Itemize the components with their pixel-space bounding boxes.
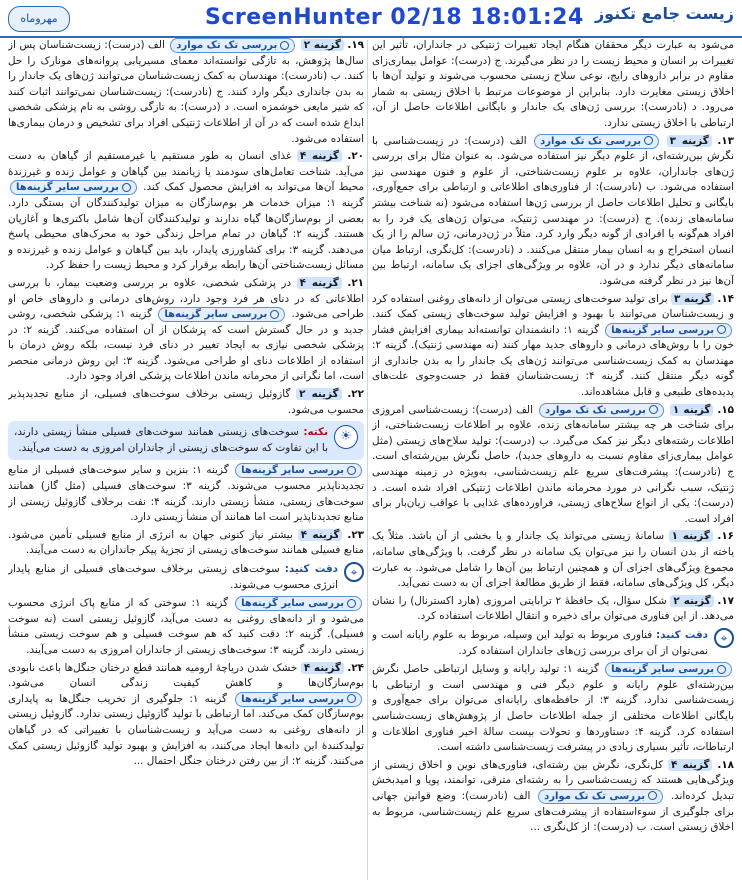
answer-text-more: الف (نادرست): وضع قوانین جهانی برای جلوگیری از سوءاستفاده از پیشرفت‌های سریع علم زیست‌شناسی، مربوط به اخلاق زیستی است. ب (درست): از کل‌نگری ... xyxy=(372,789,734,834)
answer-13 xyxy=(372,134,734,290)
correct-option: گزینه ۱ xyxy=(670,404,714,416)
answer-text: برای تولید سوخت‌های زیستی می‌توان از دانه‌های روغنی استفاده کرد و زیست‌شناسان می‌توانند با بهبود و افزایش تولید سوخت‌های زیستی کمک کنند. xyxy=(372,292,734,321)
correct-option: گزینه ۴ xyxy=(297,277,342,289)
review-each-tag: بررسی تک تک موارد xyxy=(170,38,295,53)
answer-21 xyxy=(8,276,364,385)
answer-23 xyxy=(8,528,364,559)
answer-19 xyxy=(8,38,364,147)
review-each-tag: بررسی تک تک موارد xyxy=(538,789,663,804)
answer-text: الف (درست): زیست‌شناسان پس از سال‌ها پژوهش، به تازگی توانسته‌اند معمای مسیریابی پروانه‌های مونارک را حل کنند. ب (نادرست): مهندسان به کمک زیست‌شناسان می‌توانند ژن‌های یک جاندار را به بدن جانداری دیگر وارد کنند. ج (نادرست): زیست‌شناسان نمی‌توانند اثبات کنند که شیر مایعی خوشمزه است. د (درست): به تازگی روشی به نام پزشکی شخصی ابداع شده است که در آن از اطلاعات ژنتیکی افراد برای تشخیص و درمان بیماری‌ها استفاده می‌شود. xyxy=(8,39,364,145)
question-number: ۲۲. xyxy=(347,388,364,401)
review-others-tag: بررسی سایر گزینه‌ها xyxy=(605,662,732,677)
target-icon: ⌖ xyxy=(344,562,364,582)
careful-text: فناوری مربوط به تولید این وسیله، مربوط به علوم رایانه است و نمی‌توان از آن برای بررسی ژن‌های جانداران استفاده کرد. xyxy=(372,628,708,657)
correct-option: گزینه ۱ xyxy=(669,530,713,542)
other-options-text: گزینه ۱: بنزین و سایر سوخت‌های فسیلی از منابع تجدیدناپذیر محسوب می‌شوند. گزینه ۳: سوخت‌های فسیلی (مثل گاز) همانند سوخت‌های زیستی، منشأ زیستی دارند. گزینه ۴: نفت برخلاف گازوئیل زیستی از منابع تجدیدناپذیر است اما همانند آن منشأ زیستی دارد. xyxy=(8,464,364,524)
page-header xyxy=(0,0,742,38)
magnifier-icon xyxy=(270,310,279,319)
careful-label: دقت کنید: xyxy=(656,628,708,641)
review-others-tag: بررسی سایر گزینه‌ها xyxy=(10,180,137,195)
answer-22-others xyxy=(8,463,364,525)
answer-text: گازوئیل زیستی برخلاف سوخت‌های فسیلی، از منابع تجدیدپذیر محسوب می‌شود. xyxy=(8,388,364,416)
answer-23-others xyxy=(8,596,364,658)
tip-label: نکته: xyxy=(303,426,328,439)
magnifier-icon xyxy=(280,41,289,50)
answer-text: خشک شدن دریاچهٔ ارومیه همانند قطع درختان جنگل‌ها باعث نابودی بوم‌سازگان‌ها و کاهش کیفیت زندگی انسان می‌شود. xyxy=(8,661,364,690)
correct-option: گزینه ۴ xyxy=(301,662,344,674)
correct-option: گزینه ۲ xyxy=(296,388,341,400)
answer-17 xyxy=(372,594,734,625)
magnifier-icon xyxy=(347,694,356,703)
review-each-tag: بررسی تک تک موارد xyxy=(539,403,664,418)
question-number: ۱۶. xyxy=(717,530,734,543)
review-others-tag: بررسی سایر گزینه‌ها xyxy=(235,596,362,611)
correct-option: گزینه ۴ xyxy=(298,529,343,541)
answer-text: الف (درست): زیست‌شناسی امروزی برای شناخت هر چه بیشتر سامانه‌های زنده، علاوه بر اطلاعات زیست‌شناختی، از اطلاعات رشته‌های دیگر نیز کمک می‌گیرد. ب (درست): تولید سلاح‌های زیستی (مثل عوامل بیماری‌زای مقاوم نسبت به داروهای جدید)، حاصل نگرش بین‌رشته‌ای است. ج (نادرست): پیشرفت‌های سریع علم زیست‌شناسی، به‌ویژه در زمینه مهندسی ژنتیک، سبب نگرانی در مورد محرمانه ماندن اطلاعات ژنتیکی افراد شده است. د (درست): یکی از انواع سلاح‌های زیستی، فراورده‌های غذایی با عواقب زیان‌بار برای افراد است. xyxy=(372,403,734,525)
answer-20 xyxy=(8,149,364,274)
answer-continuation: می‌شود به عبارت دیگر محققان هنگام ایجاد تغییرات ژنتیکی در جانداران، تأثیر این تغییرات بر انسان و محیط زیست را در نظر می‌گیرند. ج (درست): عوامل بیماری‌زای مقاوم در برابر داروهای رایج، نوعی سلاح زیستی محسوب می‌شوند و تولید آن‌ها با اخلاق زیستی مغایرت دارد. بنابراین از موضوعات مرتبط با اخلاق زیستی به شمار می‌رود. د (نادرست): بررسی ژن‌های یک جاندار و بایگانی اطلاعات حاصل از آن، ارتباطی با اخلاق زیستی ندارد. xyxy=(372,39,734,129)
answer-text: در پزشکی شخصی، علاوه بر بررسی وضعیت بیمار، با بررسی اطلاعاتی که در دنای هر فرد وجود دارد، روش‌های درمانی و داروهای خاص او طراحی می‌شود. xyxy=(8,276,364,321)
magnifier-icon xyxy=(717,325,726,334)
answer-text: بیشتر نیاز کنونی جهان به انرژی از منابع فسیلی تأمین می‌شود. منابع فسیلی همانند سوخت‌های زیستی از تجزیهٔ پیکر جانداران به دست می‌آیند. xyxy=(8,528,364,557)
review-others-tag: بررسی سایر گزینه‌ها xyxy=(605,323,732,338)
left-column xyxy=(8,38,364,883)
other-options-text: گزینه ۱: دانشمندان توانسته‌اند بیماری افزایش فشار خون را با روش‌های درمانی و داروهای جدید مهار کنند (نه مهندسی ژنتیک). گزینه ۲: مهندسان به کمک زیست‌شناسی می‌توانند ژن‌های یک جاندار را به بدن جانداری از گونه دیگر منتقل کنند. گزینه ۴: زیست‌شناسان فقط در جست‌وجوی علت‌های پدیده‌های طبیعی و قابل مشاهده‌اند. xyxy=(372,323,734,399)
question-number: ۲۱. xyxy=(347,276,364,289)
other-options-text: گزینه ۱: تولید رایانه و وسایل ارتباطی حاصل نگرش بین‌رشته‌ای علوم رایانه و علوم دیگر فنی و مهندسی است و ارتباطی با زیست‌شناسی ندارد. گزینه ۳: از حافظه‌های رایانه‌ای می‌توان برای جمع‌آوری و بایگانی اطلاعات مختلفی از جمله اطلاعات حاصل از پژوهش‌های زیست‌شناسی استفاده کرد. گزینه ۴: دستاوردها و تحولات بیست سالهٔ اخیر فناوری اطلاعات و ارتباطات، تأثیر بسیاری زیادی در پیشرفت زیست‌شناسی داشته است. xyxy=(372,663,734,754)
screenhunter-watermark: ScreenHunter 02/18 18:01:24 xyxy=(205,5,584,30)
question-number: ۱۷. xyxy=(717,594,734,607)
question-number: ۲۰. xyxy=(347,150,364,163)
correct-option: گزینه ۲ xyxy=(301,39,344,51)
answer-18 xyxy=(372,758,734,836)
correct-option: گزینه ۴ xyxy=(297,150,342,162)
answer-22 xyxy=(8,387,364,418)
answer-16 xyxy=(372,529,734,591)
tip-box xyxy=(8,421,364,460)
magnifier-icon xyxy=(347,599,356,608)
review-others-tag: بررسی سایر گزینه‌ها xyxy=(235,692,362,707)
correct-option: گزینه ۳ xyxy=(671,293,714,305)
book-title: زیست جامع تکنوز xyxy=(594,4,734,23)
correct-option: گزینه ۳ xyxy=(667,135,712,147)
answer-24 xyxy=(8,661,364,770)
question-number: ۱۳. xyxy=(717,134,734,147)
magnifier-icon xyxy=(347,466,356,475)
tip-text: سوخت‌های زیستی همانند سوخت‌های فسیلی منشأ زیستی دارند، با این تفاوت که سوخت‌های زیستی از جانداران امروزی به دست می‌آیند. xyxy=(14,426,328,454)
careful-box xyxy=(372,628,734,659)
review-each-tag: بررسی تک تک موارد xyxy=(534,134,659,149)
correct-option: گزینه ۲ xyxy=(670,595,713,607)
publisher-logo: مهروماه xyxy=(8,6,70,32)
answer-14 xyxy=(372,292,734,401)
magnifier-icon xyxy=(122,183,131,192)
target-icon: ⌖ xyxy=(714,628,734,648)
correct-option: گزینه ۴ xyxy=(668,759,713,771)
careful-box xyxy=(8,562,364,593)
magnifier-icon xyxy=(717,665,726,674)
answer-text: الف (درست): در زیست‌شناسی با نگرش بین‌رشته‌ای، از علوم دیگر نیز استفاده می‌شود. به عنوان مثال برای بررسی ژن‌های جانداران، علاوه بر علوم زیست‌شناختی، از علوم و فنون مهندسی نیز استفاده می‌شود. ب (نادرست): از فناوری‌های اطلاعاتی و ارتباطی برای جمع‌آوری، بایگانی و تحلیل اطلاعات حاصل از بررسی ژن‌ها استفاده می‌شود (نه شناخت بیشتر سامانه‌های زنده). ج (درست): در مهندسی ژنتیک، می‌توان ژن‌های یک فرد را به افراد هم‌گونه یا افرادی از گونه دیگر وارد کرد. مثلاً در ژن‌درمانی، ژن سالم را از یک انسان استخراج و به انسان بیمار منتقل می‌کنند. د (نادرست): کل‌نگری، ارتباط میان سامانه‌های دیگر ندارد و در آن، علاوه بر ویژگی‌های اجزای یک سامانه، ارتباط بین آن‌ها نیز در نظر گرفته می‌شود. xyxy=(372,134,734,287)
other-options-text: گزینه ۱: جلوگیری از تخریب جنگل‌ها به پایداری بوم‌سازگان کمک می‌کند. اما ارتباطی با تولید گازوئیل زیستی ندارد. گازوئیل زیستی از دانه‌های روغنی به دست می‌آید و زیست‌شناسان با تغییراتی که در گیاهان تولیدکنندهٔ این دانه‌ها ایجاد می‌کنند، به افزایش و بهبود تولید گازوئیل زیستی کمک می‌کنند. گزینه ۲: از بین رفتن درختان جنگل احتمال ... xyxy=(8,692,364,768)
review-others-tag: بررسی سایر گزینه‌ها xyxy=(158,307,285,322)
lightbulb-icon: ☀ xyxy=(334,425,358,449)
magnifier-icon xyxy=(644,136,653,145)
answer-text: سامانهٔ زیستی می‌تواند یک جاندار و یا بخشی از آن باشد. مثلاً یک یاخته از بدن انسان را نیز می‌توان یک سامانه در نظر گرفت. با ویژگی‌های سامانه، مجموع ویژگی‌های اجزای آن و همچنین ارتباط بین آن‌ها را شامل می‌شود. به عبارت دیگر، کل ویژگی‌های سامانه، فقط از طریق مطالعهٔ اجزای آن به دست نمی‌آید. xyxy=(372,530,734,590)
answer-text: غذای انسان به طور مستقیم یا غیرمستقیم از گیاهان به دست می‌آید. شناخت تعامل‌های سودمند یا زیانمند بین گیاهان و عوامل زنده و غیرزندهٔ محیط آن‌ها می‌تواند به افزایش محصول کمک کند. xyxy=(8,150,364,194)
review-others-tag: بررسی سایر گزینه‌ها xyxy=(235,463,362,478)
other-options-text: گزینه ۱: سوختی که از منابع پاک انرژی محسوب می‌شود و از دانه‌های روغنی به دست می‌آید، گازوئیل زیستی است (نه سوخت فسیلی). گزینه ۲: دقت کنید که هم سوخت فسیلی و هم سوخت زیستی منشأ زیستی دارند. گزینه ۳: سوخت‌های زیستی از جانداران امروزی به دست می‌آیند. xyxy=(8,597,364,656)
question-number: ۱۹. xyxy=(347,39,364,51)
other-options-text: گزینه ۱: میزان خدمات هر بوم‌سازگان به میزان تولیدکنندگان آن بستگی دارد. بعضی از بوم‌سازگان‌ها گیاه ندارند و تولیدکنندگان آن‌ها شامل باکتری‌ها و آغازیان هستند. گزینه ۲: گیاهان در تمام مراحل زندگی خود به محرک‌های محیطی پاسخ می‌دهند. گزینه ۳: برای کشاورزی پایدار، باید بین گیاهان و عوامل زنده و غیرزنده و مسائل زیست‌شناختی آن‌ها رابطه برقرار کرد و محیط زیست را حفظ کرد. xyxy=(8,196,364,272)
answer-17-others xyxy=(372,662,734,756)
careful-label: دقت کنید: xyxy=(284,563,339,575)
other-options-text: گزینه ۱: پزشکی شخصی، روشی جدید و در حال گسترش است که پزشکان از آن استفاده می‌کنند. گزینه ۲: در پزشکی شخصی نیازی به ایجاد تغییر در دنای فرد نیست، بلکه روش درمان با استفاده از اطلاعات دنای او طراحی می‌شود. گزینه ۳: این روش درمانی منحصر است، اما نگرانی از محرمانه ماندن اطلاعات پزشکی افراد وجود دارد. xyxy=(8,308,364,383)
answer-text: کل‌نگری، نگرش بین رشته‌ای، فناوری‌های نوین و اخلاق زیستی از ویژگی‌هایی هستند که زیست‌شناسی را به رشته‌ای مترقی، توانمند، پویا و امیدبخش تبدیل کرده‌اند. xyxy=(372,758,734,802)
question-number: ۱۸. xyxy=(717,758,734,771)
answer-15 xyxy=(372,403,734,528)
question-number: ۲۳. xyxy=(347,528,364,541)
magnifier-icon xyxy=(648,791,657,800)
answer-text: شکل سؤال، یک حافظهٔ ۲ ترابایتی امروزی (هارد اکسترنال) را نشان می‌دهد. از این فناوری می‌توان برای ذخیره و انتقال اطلاعات استفاده کرد. xyxy=(372,594,734,623)
careful-text: سوخت‌های زیستی برخلاف سوخت‌های فسیلی از منابع پایدار انرژی محسوب می‌شوند. xyxy=(8,563,338,591)
right-column xyxy=(372,38,734,883)
question-number: ۲۴. xyxy=(347,661,364,674)
magnifier-icon xyxy=(649,405,658,414)
question-number: ۱۴. xyxy=(717,292,734,305)
column-divider xyxy=(367,40,368,880)
question-number: ۱۵. xyxy=(717,403,734,416)
